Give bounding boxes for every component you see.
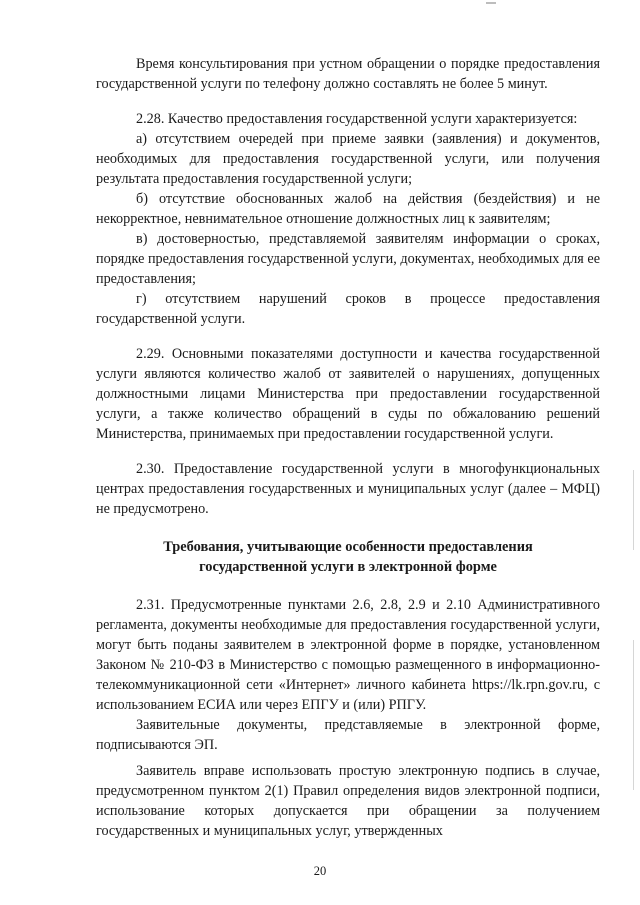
- scan-mark-top: [486, 2, 496, 4]
- paragraph-2-28-b: б) отсутствие обоснованных жалоб на действия (бездействия) и не некорректное, невнимательное отношение должностных лиц к заявителям;: [96, 191, 600, 227]
- paragraph-simple-signature: Заявитель вправе использовать простую электронную подпись в случае, предусмотренном пунктом 2(1) Правил определения видов электронной подписи, использование которых допускается при обращении за получением государственных и муниципальных услуг, утвержденных: [96, 763, 600, 839]
- paragraph-2-31: 2.31. Предусмотренные пунктами 2.6, 2.8, 2.9 и 2.10 Административного регламента, документы необходимые для предоставления государственной услуги, могут быть поданы заявителем в электронной форме в порядке, установленном Законом № 210-ФЗ в Министерство с помощью размещенного в информационно-телекоммуникационной сети «Интернет» личного кабинета https://lk.rpn.gov.ru, с использованием ЕСИА или через ЕПГУ и (или) РПГУ.: [96, 597, 600, 713]
- page-number: 20: [313, 864, 327, 878]
- paragraph-2-29: 2.29. Основными показателями доступности и качества государственной услуги являются количество жалоб от заявителей о нарушениях, допущенных должностными лицами Министерства при предоставлении государственной услуги, а также количество обращений в суды по обжалованию решений Министерства, принимаемых при предоставлении государственной услуги.: [96, 346, 600, 442]
- paragraph-2-28: 2.28. Качество предоставления государственной услуги характеризуется:: [136, 111, 578, 127]
- paragraph-2-28-v: в) достоверностью, представляемой заявителям информации о сроках, порядке предоставления государственной услуги, документах, необходимых для ее предоставления;: [96, 231, 600, 287]
- paragraph-electronic-signature: Заявительные документы, представляемые в электронной форме, подписываются ЭП.: [96, 717, 600, 753]
- document-body: [96, 54, 600, 841]
- paragraph-consultation-time: Время консультирования при устном обращении о порядке предоставления государственной услуги по телефону должно составлять не более 5 минут.: [96, 56, 600, 92]
- section-heading-line-1: Требования, учитывающие особенности предоставления: [163, 539, 533, 555]
- paragraph-2-28-g: г) отсутствием нарушений сроков в процессе предоставления государственной услуги.: [96, 291, 600, 327]
- section-heading-line-2: государственной услуги в электронной форме: [199, 559, 497, 575]
- paragraph-2-30: 2.30. Предоставление государственной услуги в многофункциональных центрах предоставления государственных и муниципальных услуг (далее – МФЦ) не предусмотрено.: [96, 461, 600, 517]
- scan-edge-line-lower: [633, 640, 634, 790]
- paragraph-2-28-a: а) отсутствием очередей при приеме заявки (заявления) и документов, необходимых для предоставления государственной услуги, или получения результата предоставления государственной услуги;: [96, 131, 600, 187]
- scan-edge-line: [633, 470, 634, 550]
